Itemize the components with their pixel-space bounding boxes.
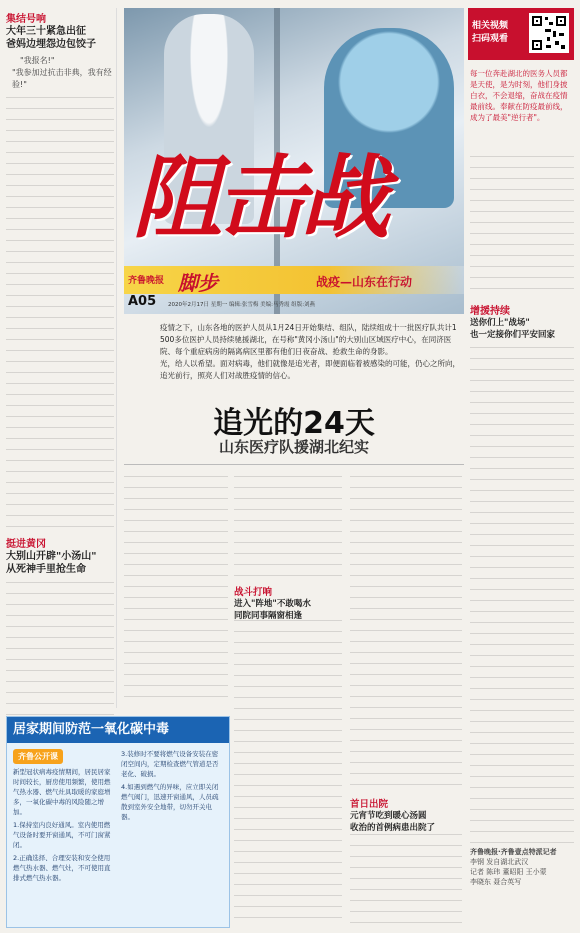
credit-3: 记者 陈玮 董昭阳 王小蒙 (470, 868, 547, 876)
section-headline-discharge: 元宵节吃到暖心汤圆 收治的首例病患出院了 (350, 811, 436, 833)
hero-title: 阻击战 (132, 145, 384, 251)
left-column (6, 10, 114, 710)
ad-paragraph-2: 1.保持室内良好通风。室内使用燃气设备时要开窗通风，不可门窗紧闭。 (13, 821, 111, 849)
pillar-banner (124, 266, 464, 294)
body-text-lines (6, 97, 114, 527)
mid-body-lines-2 (234, 476, 342, 578)
page-number: A05 (128, 294, 157, 309)
right-body-lines (470, 156, 574, 296)
pillar-brand: 齐鲁晚报 (128, 276, 165, 286)
right-body-lines-2 (470, 347, 574, 847)
pillar-tag: 战疫—山东在行动 (316, 275, 413, 289)
credit-2: 李钢 发自湖北武汉 (470, 858, 529, 866)
lead-paragraph: 疫情之下，山东各地的医护人员从1月24日开始集结、组队，陆续组成十一批医疗队共计1500多位医护人员持续驰援湖北，在号称"黄冈小汤山"的大别山区域医疗中心，在同济医院、每个重症病房的隔离病区里都有他们日夜奋战、抢救生命的身影。 光，给人以希望。面对病毒，他们就像是追光者，即便面临着被感染的可能，仍心之所向，追光前行，照亮人们对战胜疫情的信心。 (160, 323, 460, 380)
right-column (470, 302, 574, 887)
section-headline-reinforce: 送你们上"战场" 也一定接你们平安回家 (470, 318, 556, 340)
mid-body-lines-1 (124, 476, 228, 700)
credit-1: 齐鲁晚报·齐鲁壹点特派记者 (470, 848, 557, 856)
ad-title: 居家期间防范一氧化碳中毒 (7, 717, 229, 743)
video-box (468, 8, 574, 60)
ad-box (6, 716, 230, 928)
main-headline: 追光的24天 (213, 406, 375, 441)
quote-1: "我报名!" (20, 56, 55, 65)
body-text-lines-2 (6, 582, 114, 732)
section-title-reinforce: 增援持续 (470, 306, 510, 317)
credit-4: 李晓东 聂合英写 (470, 878, 522, 886)
ad-paragraph-3: 2.正确选择、合理安装和安全使用燃气热水器、燃气灶，不可使用直排式燃气热水器。 (13, 854, 111, 882)
ad-col-right (121, 749, 223, 822)
section-title-assembly: 集结号响 (6, 14, 46, 25)
quote-2: "我参加过抗击非典，我有经验!" (12, 68, 112, 89)
mid-body-lines-4 (350, 476, 462, 792)
section-title-huanggang: 挺进黄冈 (6, 539, 46, 550)
qr-code-icon[interactable] (529, 13, 569, 53)
ad-paragraph-5: 4.如遇到燃气的异味，应立即关闭燃气阀门，迅速开窗通风，人员疏散到室外安全地带，切勿开关电器。 (121, 783, 219, 821)
pillar-name: 脚步 (178, 271, 218, 295)
ad-paragraph-4: 3.装修时不要将燃气设备安装在密闭空间内，定期检查燃气管道是否老化、破损。 (121, 750, 219, 778)
mid-body-lines-5 (350, 834, 462, 926)
mid-body-lines-3 (234, 620, 342, 920)
ad-col-left (13, 767, 113, 883)
mid-column (234, 584, 342, 622)
right-intro: 每一位奔赴湖北的医务人员都是天使，是为时刻，他们身披白衣，不会退缩，奋战在疫情最前线。奉献在防疫最前线，成为了最美"逆行者"。 (470, 69, 568, 122)
ad-badge: 齐鲁公开课 (13, 749, 63, 764)
section-headline-huanggang: 大别山开辟"小汤山" 从死神手里抢生命 (6, 551, 97, 575)
date-line: 2020年2月17日 星期一 编辑:张雪梅 美编:马秀霞 组版:刘燕 (168, 302, 316, 308)
video-label: 相关视频 扫码观看 (472, 21, 509, 44)
section-title-battle: 战斗打响 (234, 587, 273, 598)
hero-photo (124, 8, 464, 314)
mid-column-2 (350, 796, 462, 834)
ad-paragraph-1: 新型冠状病毒疫情期间，居民居家时间较长，厨房使用频繁，使用燃气热水器、燃气灶具取暖的家庭增多，一氧化碳中毒的风险随之增加。 (13, 768, 111, 816)
section-headline-assembly: 大年三十紧急出征 爸妈边埋怨边包饺子 (6, 26, 96, 50)
section-title-discharge: 首日出院 (350, 799, 389, 810)
main-subtitle: 山东医疗队援湖北纪实 (218, 438, 369, 456)
section-headline-battle: 进入"阵地"不敢喝水 同院同事隔窗相逢 (234, 599, 311, 621)
